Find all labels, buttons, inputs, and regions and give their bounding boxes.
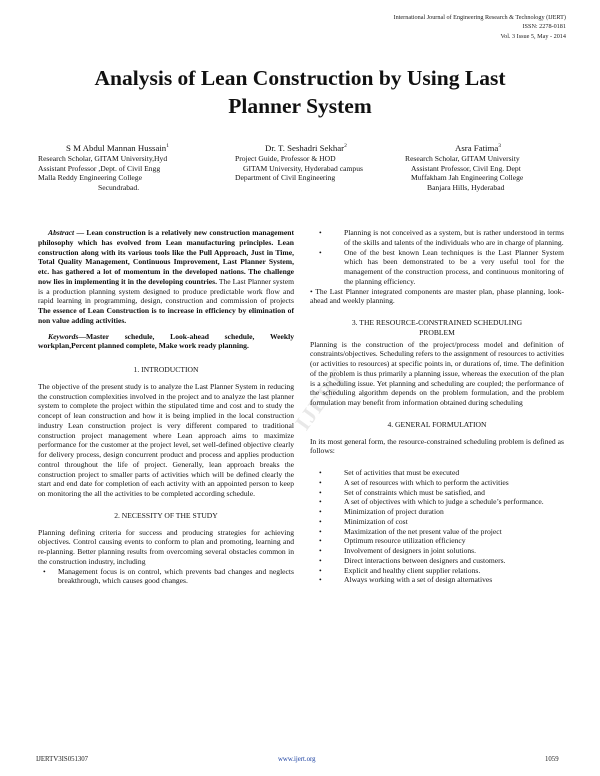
abstract: Abstract — Lean construction is a relatively new construction management philosophy which has evolved from Lean manufacturing principles. Lean construction along with its various tools like the Pull Approach, Just in Time, Total Quality Management, Continuous Improvement, Last Planner System, etc. has gathered a lot of momentum in the developed nations. The challenge now lies in implementing it in the developing countries. The Last Planner system is a production planning system designed to produce predictable work flow and rapid learning in programming, design, construction and commission of projects The essence of Lean Construction is to increase in efficiency by elimination of non value adding activities. <box>38 228 294 325</box>
author-1 <box>38 142 238 193</box>
footer-site-link[interactable]: www.ijert.org <box>278 756 316 763</box>
author-affiliation: Malla Reddy Engineering College <box>38 173 142 183</box>
list-item: • A set of objectives with which to judge a schedule’s performance. <box>319 497 544 507</box>
bullet-icon: • <box>319 575 322 585</box>
right-column <box>310 228 564 585</box>
introduction-text: The objective of the present study is to analyze the Last Planner System in reducing the construction complexities involved in the project and to analyze the last planner system to complete the project within the stipulated time and cost and to study the concept of lean construction and how it is being implied in the local construction industry Lean construction project is very different compared to traditional construction project management where Lean approach aims to maximize performance for the customer at the project level, set well-defined objective clearly for delivery process, design concurrent product and process and applies production control throughout the life of project. Generally, lean approach breaks the construction project to smaller parts of activities which will be defined clearly the start and end date for completion of each activity with an appointed person to keep on monitoring the all the activities to be completed according schedule. <box>38 381 294 498</box>
title-line-2: Planner System <box>228 94 372 118</box>
author-affiliation: GITAM University, Hyderabad campus <box>243 163 363 173</box>
author-affiliation: Muffakham Jah Engineering College <box>411 173 524 183</box>
bullet-icon: • <box>319 526 322 536</box>
journal-volume: Vol. 3 Issue 5, May - 2014 <box>500 32 566 40</box>
author-name: S M Abdul Mannan Hussain$^1$ <box>66 142 169 153</box>
section-heading-introduction: 1. INTRODUCTION <box>133 365 199 374</box>
author-affiliation: Assistant Professor, Civil Eng. Dept <box>411 163 521 173</box>
bullet-icon: • <box>43 566 46 576</box>
bullet-icon: • <box>319 477 322 487</box>
bullet-icon: • <box>319 546 322 555</box>
title-line-1: Analysis of Lean Construction by Using Last <box>94 66 506 90</box>
list-item: • Management focus is on control, which prevents bad changes and neglects breakthrough, which causes good changes. <box>43 566 294 586</box>
author-3 <box>405 142 575 193</box>
bullet-icon: • <box>319 507 322 516</box>
author-affiliation: Banjara Hills, Hyderabad <box>427 183 505 193</box>
bullet-icon: • <box>319 516 322 526</box>
list-item: • Direct interactions between designers and customers. <box>319 555 506 565</box>
list-item: • Set of activities that must be executed <box>319 468 460 477</box>
keywords-label: Keywords <box>48 331 79 341</box>
author-affiliation: Project Guide, Professor & HOD <box>235 153 336 163</box>
author-affiliation: Research Scholar, GITAM University <box>405 153 520 163</box>
journal-header <box>394 13 566 41</box>
journal-name: International Journal of Engineering Research & Technology (IJERT) <box>393 14 566 21</box>
bullet-icon: • <box>319 536 322 546</box>
bullet-icon: • <box>319 247 322 257</box>
author-affiliation: Assistant Professor ,Dept. of Civil Engg <box>38 163 161 173</box>
journal-issn: ISSN: 2278-0181 <box>522 23 566 31</box>
author-name: Dr. T. Seshadri Sekhar$^2$ <box>265 142 347 153</box>
author-name: Asra Fatima$^3$ <box>455 142 501 153</box>
formulation-intro: In its most general form, the resource-constrained scheduling problem is defined as follows: <box>310 436 564 456</box>
bullet-icon: • <box>319 555 322 565</box>
scheduling-text: Planning is the construction of the project/process model and definition of constraints/objectives. Scheduling refers to the assignment of resources to activities (or activities to resources) at specific points in, or durations of, time. The definition of the problem is thus primarily a planning issue, whereas the execution of the plan is a scheduling issue. Yet planning and scheduling are coupled; the performance of the scheduling algorithm depends on the problem formulation, and the problem formulation may benefit from information obtained during scheduling <box>310 339 564 407</box>
author-affiliation: Research Scholar, GITAM University,Hyd <box>38 153 168 163</box>
list-item: • Always working with a set of design alternatives <box>319 575 493 585</box>
section-heading-scheduling: 3. THE RESOURCE-CONSTRAINED SCHEDULING PROBLEM <box>351 318 523 337</box>
list-item: • A set of resources with which to perform the activities <box>319 477 509 487</box>
section-heading-formulation: 4. GENERAL FORMULATION <box>387 419 487 429</box>
abstract-label: Abstract <box>48 228 75 237</box>
bullet-icon: • <box>319 487 322 497</box>
footer-paper-id: IJERTV3IS051307 <box>36 756 89 763</box>
author-2 <box>235 142 405 183</box>
footer-page-number: 1059 <box>545 756 559 763</box>
list-item: • Maximization of the net present value of the project <box>319 526 502 536</box>
section-heading-necessity: 2. NECESSITY OF THE STUDY <box>114 510 218 520</box>
last-planner-components: • The Last Planner integrated components are master plan, phase planning, look- ahead and weekly planning. <box>310 286 564 306</box>
list-item: • Minimization of cost <box>319 516 408 526</box>
bullet-icon: • <box>319 228 322 237</box>
keywords: Keywords—Master schedule, Look-ahead schedule, Weekly workplan,Percent planned complete, Make work ready planning. <box>38 331 294 351</box>
ijert-watermark: IJERT <box>290 364 351 435</box>
author-affiliation: Department of Civil Engineering <box>235 173 336 183</box>
list-item: • Involvement of designers in joint solutions. <box>319 546 477 555</box>
list-item: • One of the best known Lean techniques is the Last Planner System which has been demonstrated to be a very useful tool for the management of the construction process, and continuous monitoring of the planning efficiency. <box>319 247 564 286</box>
bullet-icon: • <box>319 497 322 507</box>
list-item: • Explicit and healthy client supplier relations. <box>319 565 481 575</box>
list-item: • Set of constraints which must be satisfied, and <box>319 487 485 497</box>
bullet-icon: • <box>319 468 322 477</box>
list-item: • Minimization of project duration <box>319 507 444 516</box>
list-item: • Planning is not conceived as a system, but is rather understood in terms of the skills and talents of the individuals who are in charge of planning. <box>319 228 564 247</box>
bullet-icon: • <box>319 565 322 575</box>
list-item: • Optimum resource utilization efficiency <box>319 536 466 546</box>
left-column <box>38 228 294 586</box>
necessity-text: Planning defining criteria for success and producing strategies for achieving objectives. Control causing events to conform to plan and promoting, learning and re-planning. Better planning results from overcoming several obstacles common in the construction industry, including <box>38 527 294 566</box>
paper-title <box>30 64 570 120</box>
author-affiliation: Secundrabad. <box>98 183 140 193</box>
